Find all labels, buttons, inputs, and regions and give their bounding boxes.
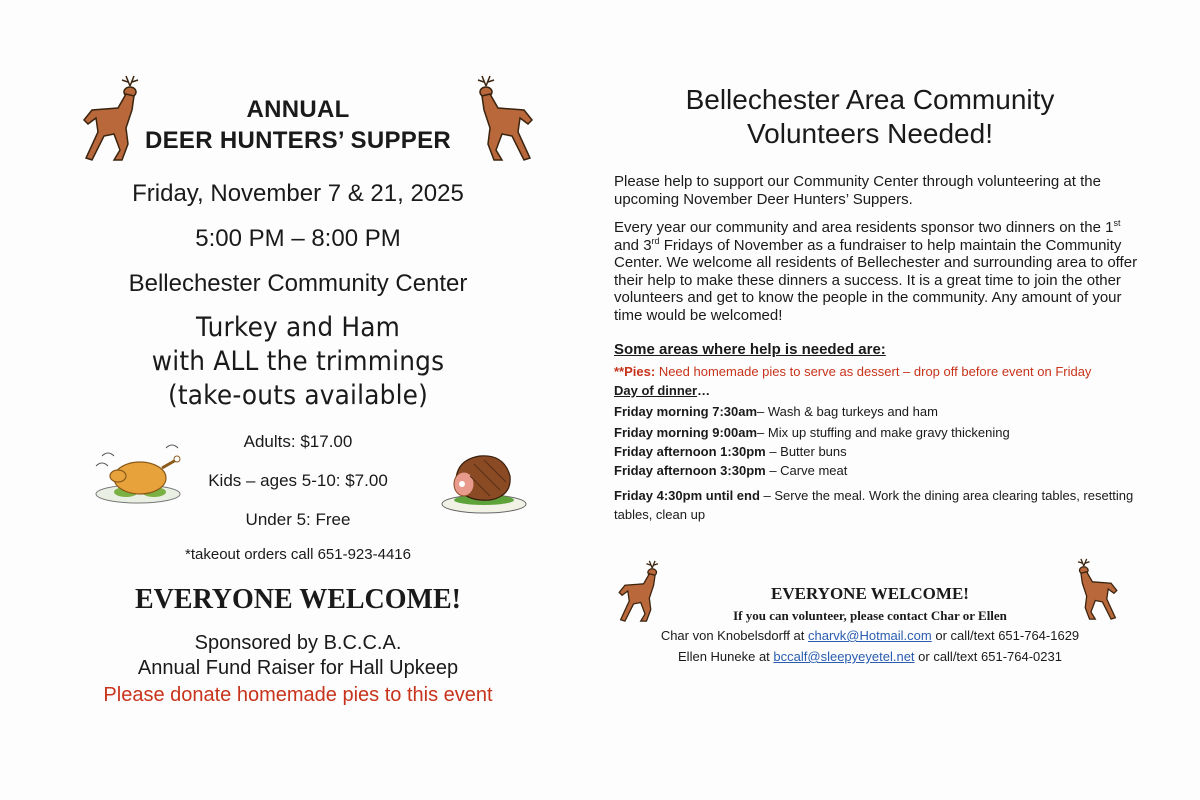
contact-ellen: Ellen Huneke at bccalf@sleepyeyetel.net or call/text 651-764-0231 xyxy=(678,649,1062,664)
event-venue: Bellechester Community Center xyxy=(128,270,468,297)
fundraiser-line: Annual Fund Raiser for Hall Upkeep xyxy=(137,657,459,679)
task-item: Friday afternoon 3:30pm – Carve meat xyxy=(614,463,848,478)
day-of-dinner-label: Day of dinner… xyxy=(614,383,711,398)
donate-pies-line: Please donate homemade pies to this event xyxy=(103,684,493,706)
price-kids: Kids – ages 5-10: $7.00 xyxy=(208,471,388,490)
contact-heading: If you can volunteer, please contact Char or Ellen xyxy=(733,608,1007,623)
sponsor-line: Sponsored by B.C.C.A. xyxy=(194,632,402,654)
char-email-link[interactable]: charvk@Hotmail.com xyxy=(808,628,932,643)
event-time: 5:00 PM – 8:00 PM xyxy=(195,225,401,252)
help-areas-heading: Some areas where help is needed are: xyxy=(614,341,886,358)
task-item: Friday 4:30pm until end – Serve the meal. Work the dining area clearing tables, resetting tables, clean up xyxy=(614,488,1134,522)
everyone-welcome-right: EVERYONE WELCOME! xyxy=(771,584,969,603)
menu-line-1: Turkey and Ham xyxy=(195,312,401,343)
takeout-note: *takeout orders call 651-923-4416 xyxy=(185,546,411,563)
supper-title-annual: ANNUAL xyxy=(246,96,350,123)
intro-paragraph: Please help to support our Community Center through volunteering at the upcoming November Deer Hunters’ Suppers. xyxy=(614,173,1101,208)
pies-request: **Pies: Need homemade pies to serve as dessert – drop off before event on Friday xyxy=(614,364,1092,379)
task-item: Friday morning 7:30am– Wash & bag turkeys and ham xyxy=(614,404,938,419)
supper-title: DEER HUNTERS’ SUPPER xyxy=(144,127,452,154)
volunteer-title-line2: Volunteers Needed! xyxy=(747,118,993,149)
task-item: Friday morning 9:00am– Mix up stuffing and make gravy thickening xyxy=(614,425,1010,440)
ellen-email-link[interactable]: bccalf@sleepyeyetel.net xyxy=(773,649,915,664)
volunteer-title-line1: Bellechester Area Community xyxy=(685,84,1055,115)
everyone-welcome-left: EVERYONE WELCOME! xyxy=(135,584,461,615)
task-item: Friday afternoon 1:30pm – Butter buns xyxy=(614,444,847,459)
price-under5: Under 5: Free xyxy=(245,510,351,529)
event-date: Friday, November 7 & 21, 2025 xyxy=(132,180,464,207)
price-adults: Adults: $17.00 xyxy=(243,432,353,451)
details-paragraph: Every year our community and area residents sponsor two dinners on the 1st and 3rd Fridays of November as a fundraiser to help maintain the Community Center. We welcome all residents of Bellechester and surrounding area to offer their help to make these dinners a success. It is a great time to join the other volunteers and get to know the people in the community. Any amount of your time would be welcomed! xyxy=(614,218,1138,324)
menu-line-3: (take-outs available) xyxy=(167,380,429,411)
contact-char: Char von Knobelsdorff at charvk@Hotmail.com or call/text 651-764-1629 xyxy=(660,628,1080,643)
menu-line-2: with ALL the trimmings xyxy=(151,346,445,377)
